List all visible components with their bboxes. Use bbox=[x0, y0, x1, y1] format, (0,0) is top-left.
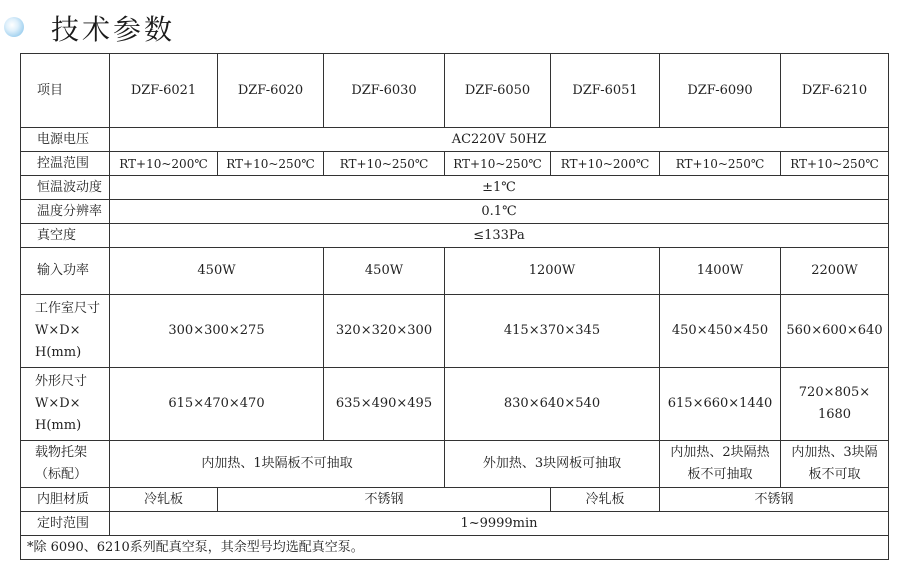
cell-line: 内加热、2块隔热 bbox=[670, 445, 770, 460]
temp-range-cell: RT+10~250℃ bbox=[445, 152, 551, 176]
label-line: H(mm) bbox=[35, 418, 82, 433]
row-label: 定时范围 bbox=[21, 512, 110, 536]
spec-table bbox=[20, 53, 889, 560]
row-label: 内胆材质 bbox=[21, 488, 110, 512]
table-row-vacuum bbox=[21, 224, 889, 248]
label-line: 外形尺寸 bbox=[35, 374, 88, 389]
ext-size-cell: 635×490×495 bbox=[324, 368, 445, 441]
resolution-value: 0.1℃ bbox=[110, 200, 889, 224]
temp-range-cell: RT+10~200℃ bbox=[110, 152, 218, 176]
timer-value: 1~9999min bbox=[110, 512, 889, 536]
table-row-fluctuation bbox=[21, 176, 889, 200]
cell-line: 板不可取 bbox=[808, 467, 861, 482]
table-row-rack bbox=[21, 441, 889, 488]
table-row-header bbox=[21, 54, 889, 128]
rack-cell bbox=[781, 441, 889, 488]
row-label: 控温范围 bbox=[21, 152, 110, 176]
footnote: *除 6090、6210系列配真空泵，其余型号均选配真空泵。 bbox=[21, 536, 889, 560]
ext-size-cell: 615×470×470 bbox=[110, 368, 324, 441]
model-cell: DZF-6020 bbox=[218, 54, 324, 128]
temp-range-cell: RT+10~250℃ bbox=[324, 152, 445, 176]
temp-range-cell: RT+10~200℃ bbox=[551, 152, 660, 176]
label-line: 载物托架 bbox=[35, 445, 88, 460]
power-cell: 450W bbox=[324, 248, 445, 295]
model-cell: DZF-6021 bbox=[110, 54, 218, 128]
power-cell: 1200W bbox=[445, 248, 660, 295]
model-cell: DZF-6050 bbox=[445, 54, 551, 128]
model-cell: DZF-6030 bbox=[324, 54, 445, 128]
work-size-cell: 320×320×300 bbox=[324, 295, 445, 368]
temp-range-cell: RT+10~250℃ bbox=[781, 152, 889, 176]
vacuum-value: ≤133Pa bbox=[110, 224, 889, 248]
row-label: 真空度 bbox=[21, 224, 110, 248]
work-size-cell: 300×300×275 bbox=[110, 295, 324, 368]
cell-line: 720×805× bbox=[798, 385, 871, 400]
rack-cell: 外加热、3块网板可抽取 bbox=[445, 441, 660, 488]
liner-cell: 不锈钢 bbox=[660, 488, 889, 512]
work-size-cell: 560×600×640 bbox=[781, 295, 889, 368]
table-row-footnote bbox=[21, 536, 889, 560]
row-label bbox=[21, 441, 110, 488]
liner-cell: 不锈钢 bbox=[218, 488, 551, 512]
cell-line: 1680 bbox=[817, 407, 852, 422]
liner-cell: 冷轧板 bbox=[110, 488, 218, 512]
label-line: 工作室尺寸 bbox=[35, 301, 101, 316]
power-cell: 450W bbox=[110, 248, 324, 295]
model-cell: DZF-6090 bbox=[660, 54, 781, 128]
row-label bbox=[21, 368, 110, 441]
liner-cell: 冷轧板 bbox=[551, 488, 660, 512]
temp-range-cell: RT+10~250℃ bbox=[218, 152, 324, 176]
header-label: 项目 bbox=[21, 54, 110, 128]
power-cell: 2200W bbox=[781, 248, 889, 295]
table-row-power bbox=[21, 248, 889, 295]
table-row-temp-range bbox=[21, 152, 889, 176]
row-label: 恒温波动度 bbox=[21, 176, 110, 200]
page-title: 技术参数 bbox=[51, 13, 176, 46]
label-line: H(mm) bbox=[35, 345, 82, 360]
row-label: 输入功率 bbox=[21, 248, 110, 295]
label-line: W×D× bbox=[35, 323, 81, 338]
table-row-voltage bbox=[21, 128, 889, 152]
voltage-value: AC220V 50HZ bbox=[110, 128, 889, 152]
row-label: 电源电压 bbox=[21, 128, 110, 152]
cell-line: 内加热、3块隔 bbox=[791, 445, 878, 460]
ext-size-cell: 615×660×1440 bbox=[660, 368, 781, 441]
model-cell: DZF-6051 bbox=[551, 54, 660, 128]
table-row-ext-size bbox=[21, 368, 889, 441]
label-line: W×D× bbox=[35, 396, 81, 411]
temp-range-cell: RT+10~250℃ bbox=[660, 152, 781, 176]
ext-size-cell bbox=[781, 368, 889, 441]
section-header bbox=[0, 0, 900, 50]
table-row-timer bbox=[21, 512, 889, 536]
table-row-work-size bbox=[21, 295, 889, 368]
bullet-circle-icon bbox=[4, 17, 24, 37]
label-line: （标配） bbox=[35, 467, 88, 482]
rack-cell: 内加热、1块隔板不可抽取 bbox=[110, 441, 445, 488]
table-row-liner bbox=[21, 488, 889, 512]
table-row-resolution bbox=[21, 200, 889, 224]
work-size-cell: 415×370×345 bbox=[445, 295, 660, 368]
ext-size-cell: 830×640×540 bbox=[445, 368, 660, 441]
row-label: 温度分辨率 bbox=[21, 200, 110, 224]
rack-cell bbox=[660, 441, 781, 488]
work-size-cell: 450×450×450 bbox=[660, 295, 781, 368]
power-cell: 1400W bbox=[660, 248, 781, 295]
cell-line: 板不可抽取 bbox=[687, 467, 753, 482]
model-cell: DZF-6210 bbox=[781, 54, 889, 128]
fluctuation-value: ±1℃ bbox=[110, 176, 889, 200]
row-label bbox=[21, 295, 110, 368]
